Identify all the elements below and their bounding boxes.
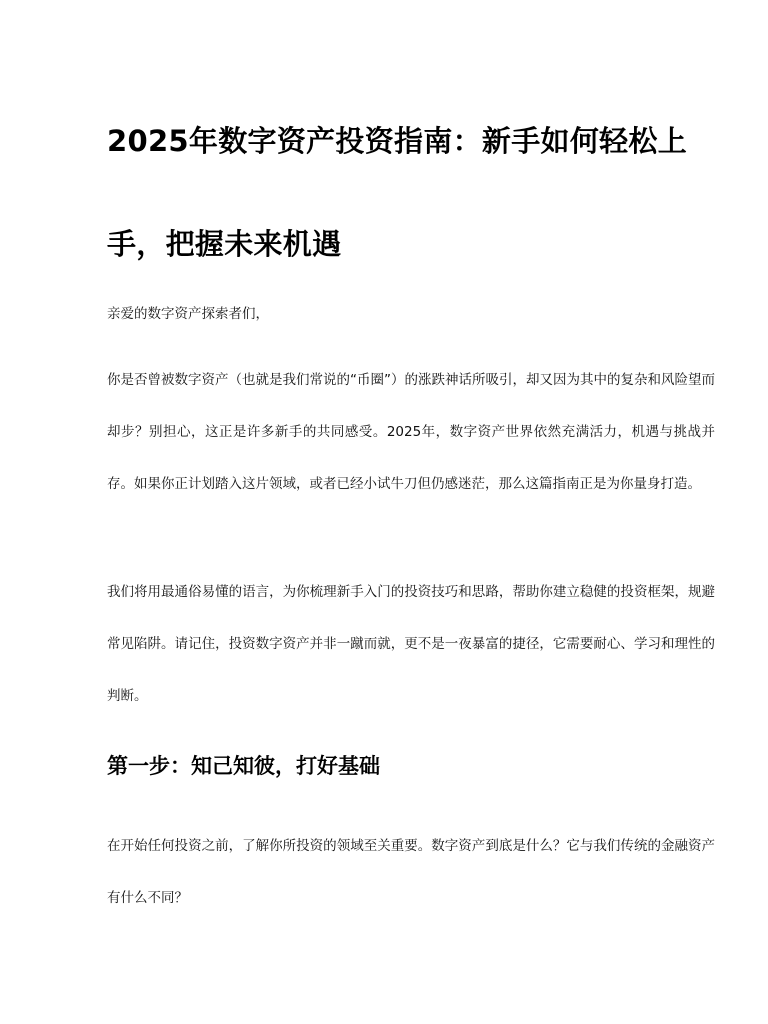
method-paragraph: 我们将用最通俗易懂的语言，为你梳理新手入门的投资技巧和思路，帮助你建立稳健的投资框架，规避常见陷阱。请记住，投资数字资产并非一蹴而就，更不是一夜暴富的捷径，它需要耐心、学习和理性的判断。 xyxy=(107,584,715,704)
greeting-paragraph: 亲爱的数字资产探索者们， xyxy=(107,306,269,322)
intro-paragraph: 你是否曾被数字资产（也就是我们常说的“币圈”）的涨跌神话所吸引，却又因为其中的复杂和风险望而却步？别担心，这正是许多新手的共同感受。2025年，数字资产世界依然充满活力，机遇与挑战并存。如果你正计划踏入这片领域，或者已经小试牛刀但仍感迷茫，那么这篇指南正是为你量身打造。 xyxy=(107,372,715,492)
step1-heading: 第一步：知己知彼，打好基础 xyxy=(107,754,380,778)
document-title: 2025年数字资产投资指南：新手如何轻松上手，把握未来机遇 xyxy=(107,124,688,261)
step1-intro-paragraph: 在开始任何投资之前，了解你所投资的领域至关重要。数字资产到底是什么？它与我们传统的金融资产有什么不同？ xyxy=(107,838,715,906)
